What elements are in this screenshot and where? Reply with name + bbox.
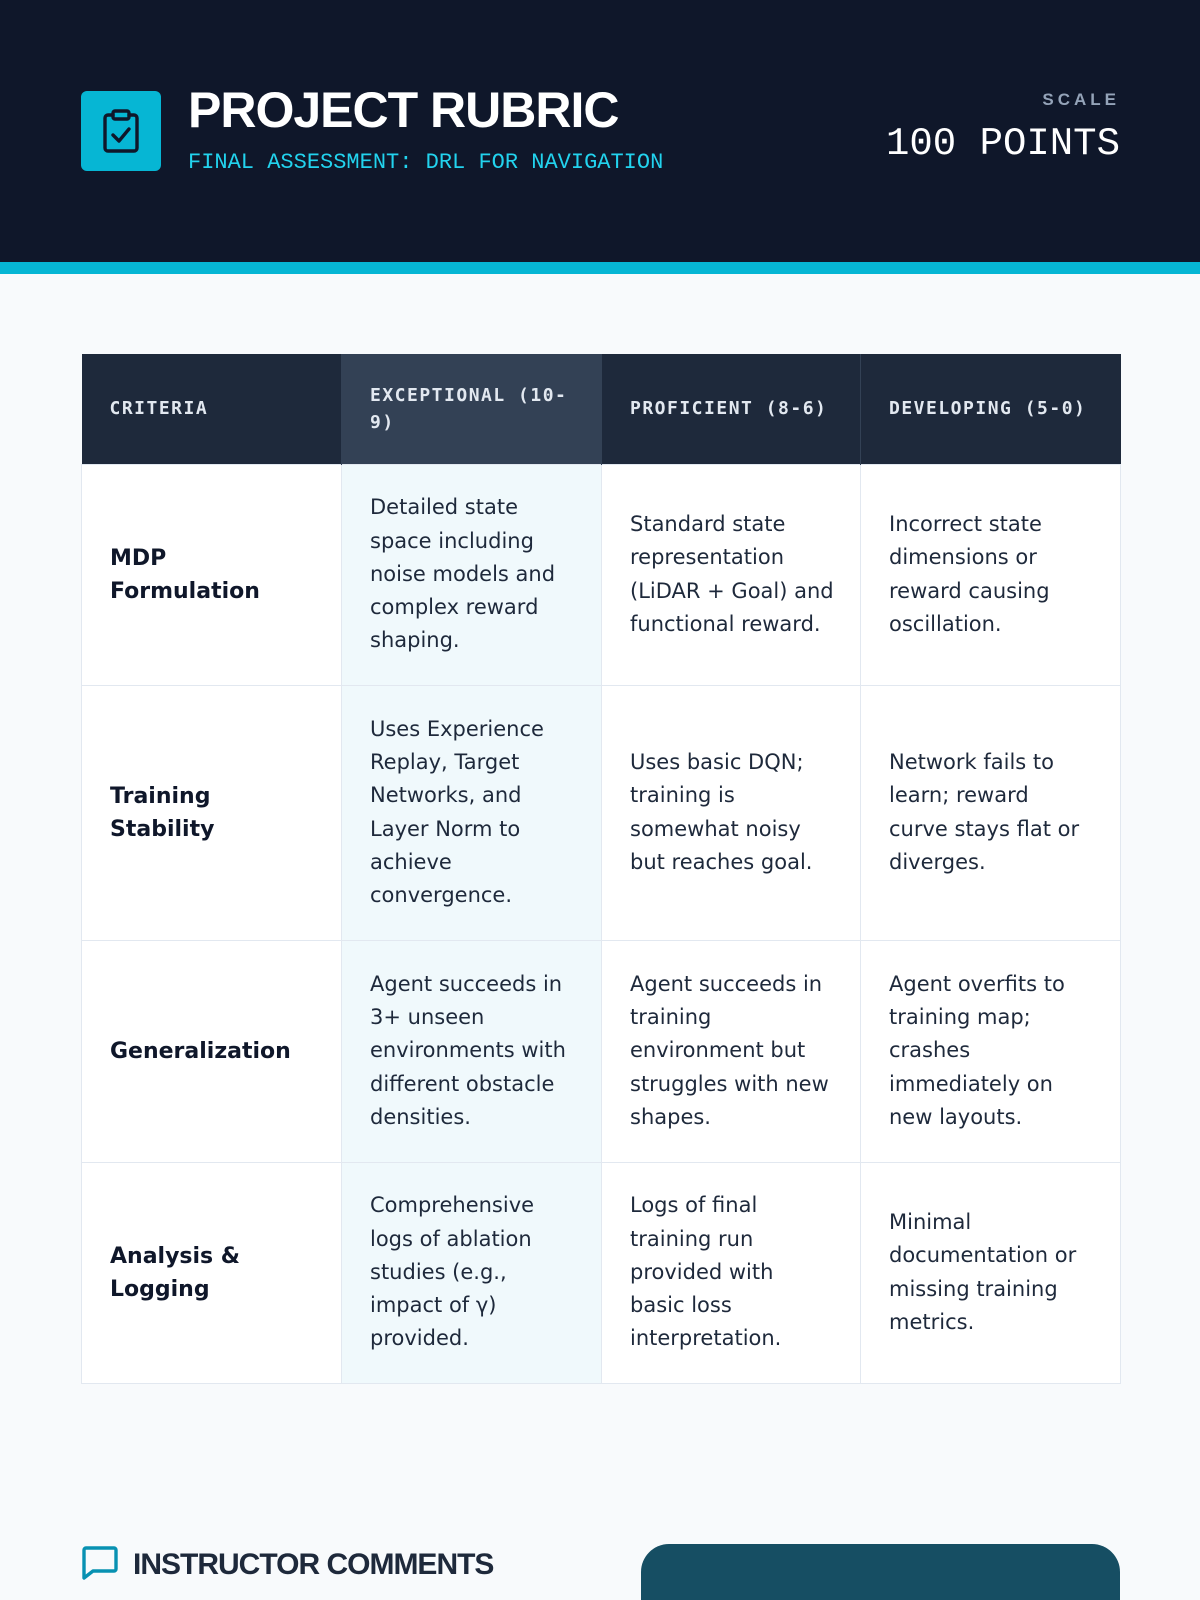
rubric-header-row xyxy=(82,354,1121,464)
table-row xyxy=(82,1162,1121,1383)
header xyxy=(0,0,1200,262)
scale-label: SCALE xyxy=(1042,90,1120,109)
exceptional-cell: Comprehensive logs of ablation studies (e.g., impact of γ) provided. xyxy=(342,1162,602,1383)
proficient-cell: Agent succeeds in training environment but struggles with new shapes. xyxy=(602,940,861,1162)
proficient-cell: Uses basic DQN; training is somewhat noisy but reaches goal. xyxy=(602,685,861,940)
instructor-comments-title: INSTRUCTOR COMMENTS xyxy=(133,1548,494,1581)
exceptional-cell: Detailed state space including noise models and complex reward shaping. xyxy=(342,464,602,685)
score-card xyxy=(641,1544,1120,1600)
developing-cell: Agent overfits to training map; crashes immediately on new layouts. xyxy=(861,940,1121,1162)
criteria-cell: Generalization xyxy=(82,940,342,1162)
header-accent-bar xyxy=(0,262,1200,274)
column-header-developing: DEVELOPING (5-0) xyxy=(861,354,1121,464)
instructor-comments-heading xyxy=(81,1545,493,1585)
page-title: PROJECT RUBRIC xyxy=(188,82,619,138)
column-header-criteria: CRITERIA xyxy=(82,354,342,464)
column-header-exceptional: EXCEPTIONAL (10-9) xyxy=(342,354,602,464)
exceptional-cell: Agent succeeds in 3+ unseen environments with different obstacle densities. xyxy=(342,940,602,1162)
developing-cell: Network fails to learn; reward curve stays flat or diverges. xyxy=(861,685,1121,940)
chat-bubble-icon xyxy=(81,1545,119,1585)
exceptional-cell: Uses Experience Replay, Target Networks, and Layer Norm to achieve convergence. xyxy=(342,685,602,940)
table-row xyxy=(82,940,1121,1162)
proficient-cell: Standard state representation (LiDAR + Goal) and functional reward. xyxy=(602,464,861,685)
table-row xyxy=(82,464,1121,685)
criteria-cell: Training Stability xyxy=(82,685,342,940)
rubric-table xyxy=(81,354,1121,1384)
clipboard-check-icon xyxy=(81,91,161,171)
column-header-proficient: PROFICIENT (8-6) xyxy=(602,354,861,464)
developing-cell: Incorrect state dimensions or reward causing oscillation. xyxy=(861,464,1121,685)
criteria-cell: MDP Formulation xyxy=(82,464,342,685)
page-subtitle: FINAL ASSESSMENT: DRL FOR NAVIGATION xyxy=(188,150,664,175)
developing-cell: Minimal documentation or missing training metrics. xyxy=(861,1162,1121,1383)
scale-value: 100 POINTS xyxy=(885,122,1120,166)
table-row xyxy=(82,685,1121,940)
criteria-cell: Analysis & Logging xyxy=(82,1162,342,1383)
proficient-cell: Logs of final training run provided with basic loss interpretation. xyxy=(602,1162,861,1383)
